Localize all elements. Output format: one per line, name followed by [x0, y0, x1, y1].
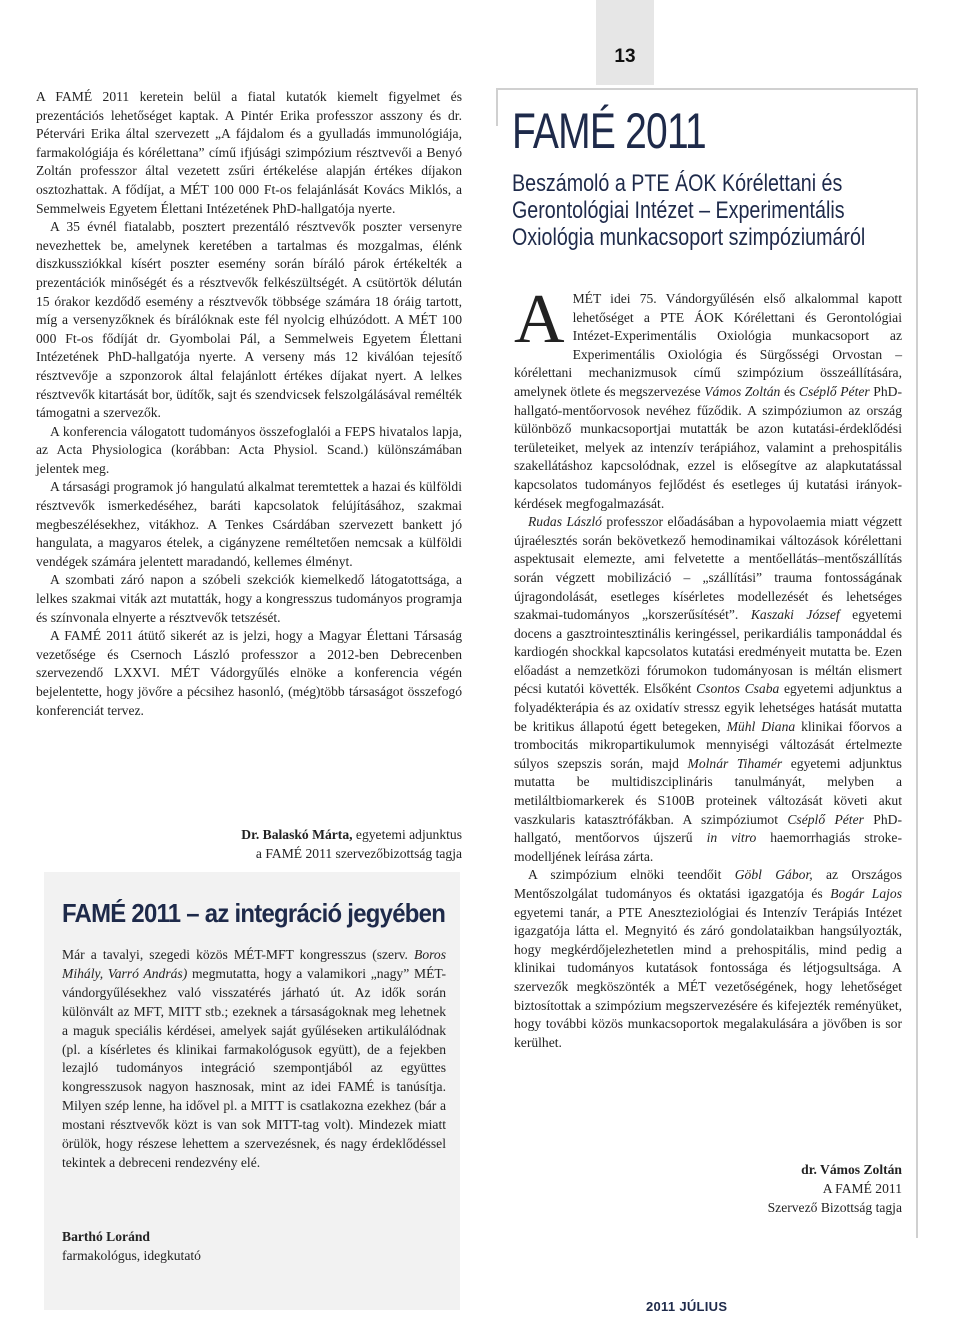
sidebar-body — [62, 946, 446, 1173]
left-paragraph-3: A konferencia válogatott tudományos összefoglalói a FEPS hivatalos lapja, az Acta Physiologica (korábban: Acta Physiol. Scand.) különszámában jelentek meg. — [36, 423, 462, 476]
right-paragraph-2 — [514, 513, 902, 866]
right-p1-d: Cséplő Péter — [798, 383, 870, 399]
right-p2-l: PhD-hallgató, mentőorvos újszerű — [514, 811, 902, 846]
sidebar-box — [44, 872, 460, 1310]
right-p2-m: in vitro — [706, 830, 757, 846]
right-p3-c: az Országos Mentőszolgálat tudományos és oktatási igazgatója és — [514, 867, 903, 901]
right-p2-k: Cséplő Péter — [787, 811, 864, 827]
left-paragraph-6: A FAMÉ 2011 átütő sikerét az is jelzi, hogy a Magyar Élettani Társaság vezetősége és Csernoch László professzor a 2012-ben Debrecenben szervezendő LXXVI. MÉT Vádorgyűlés elnöke a konferencia végén bejelentette, hogy jövőre a pécsihez hasonló, (még)több társaságot összefogó konferenciát tervez. — [36, 628, 462, 718]
page-number: 13 — [614, 46, 636, 67]
right-p2-d: egyetemi docens a gasztrointesztinális keringéssel, perikardiális tamponáddal és kardiogén shockkal kapcsolatos kutatási eredményeit mutatta be. Ezen előadást a nemzetközi fórumokon tudományosan is méltán elismert pécsi kutatói követték. Elsőként — [514, 607, 902, 697]
sidebar-title: FAMÉ 2011 – az integráció jegyében — [62, 898, 446, 928]
right-p2-i: Molnár Tihamér — [687, 755, 783, 771]
right-signature-role-1: A FAMÉ 2011 — [822, 1181, 902, 1196]
left-signature-role: egyetemi adjunktus — [352, 827, 462, 842]
right-p1-a: MÉT idei 75. Vándorgyűlésén első alkalommal kapott lehetőséget a PTE ÁOK Kórélettani és Gerontológiai Intézet-Experimentális Oxiológia munkacsoport az Experimentális Oxiológia és Sürgősségi Orvostan – kórélettani mechanizmusok című szimpózium összeállítására, amelynek ötlete és megszervezése — [514, 291, 902, 399]
sidebar-author — [62, 1227, 201, 1265]
right-p2-e: Csontos Csaba — [696, 681, 780, 697]
page-number-tab — [596, 0, 654, 85]
sidebar-text-c: megmutatta, hogy a valamikori „nagy” MÉT-vándorgyűlésekhez való visszatérés járható út. Az idők során különvált az MFT, MITT stb.; ezeknek a társaságoknak meg lehetnek a maguk speciális kérdései, amelyek saját gyűléseken artikulálódnak (pl. a kísérletes és klinikai farmakológusok együtt), de a fejekben lezajló tudományos integráció szempontjából az együttes kongresszusok nagyon hasznosak, mint az idei FAMÉ is tanúsítja. Milyen szép lenne, ha idővel pl. a MITT is csatlakozna ezekhez (bár a mostani résztvevők közt is van sok MITT-tag volt). Mindezek miatt örülök, hogy részese lehettem a szervezésnek, és nagy érdeklődéssel tekintek a debreceni rendezvény elé. — [62, 965, 446, 1170]
left-paragraph-5: A szombati záró napon a szóbeli szekciók kiemelkedő látogatottsága, a lelkes szakmai viták azt mutatták, hogy a kongresszus tudományos programja és színvonala elnyerte a résztvevők tetszését. — [36, 572, 462, 625]
right-p2-a: Rudas László — [528, 514, 602, 530]
right-p2-b: professzor előadásában a hypovolaemia miatt végzett újraélesztés során bekövetkező hemodinamikai változások kórélettani aspektusait elemezte, ami felvetette a mentőellátás–mentőszállítás során végzett mobilizáció – „szállítási” trauma fontosságának újragondolását, esetleges kísérletes modellezését és lehetséges szakmai-tudományos „korszerűsítését”. — [514, 514, 902, 623]
right-column — [514, 281, 903, 1052]
sidebar-text-names: Boros Mihály, Varró András) — [62, 947, 446, 981]
right-signature-role-2: Szervező Bizottság tagja — [767, 1200, 902, 1215]
right-p2-c: Kaszaki József — [750, 607, 840, 623]
right-p2-j: egyetemi adjunktus mutatta be multidiszciplináris tanulmányát, melyben a metiláltbiomarkerek és S100B proteinek változását követi akut vaszkularis katasztrófákban. A szimpóziumot — [514, 755, 902, 827]
sidebar-text-a: Már a tavalyi, szegedi közös MÉT-MFT kongresszus (szerv. — [62, 947, 415, 962]
left-paragraph-2: A 35 évnél fiatalabb, posztert prezentáló résztvevők poszter versenyre nevezhettek be, amelynek keretében a tartalmas és mozgalmas, élénk diszkussziókkal kísért poszter esemény során bíráló párok értékelték a prezentációk minőségét és a résztvevők felkészültségét. A csütörtök délután 15 órakor kezdődő esemény a résztvevők többsége számára 18 óráig tartott, míg a versenyzőknek és bírálóknak este fél nyolcig elhúzódott. A MÉT 100 000 Ft-os fődíját dr. Gyombolai Pál, a Semmelweis Egyetem Élettani Intézetének PhD-hallgatója nyerte. A verseny más 12 kiválóan tejesítő résztvevője a szponzorok által felajánlott értékes díjakat nyert. A lelkes résztvevők kitartását bor, üdítők, sajt és szendvicsek felszolgálásával remélték támogatni a szervezők. — [36, 219, 462, 421]
right-article-title: FAMÉ 2011 — [512, 103, 706, 159]
left-paragraph-4: A társasági programok jó hangulatú alkalmat teremtettek a hazai és külföldi résztvevők ismerkedéséhez, baráti kapcsolatok felújításához, szakmai megbeszélésekhez, vitákhoz. A Tenkes Csárdában szervezett bankett jó hangulata, a magyaros ételek, a cigányzene reméltetően nemcsak a külföldi vendégek számára jelentett maradandó, kellemes élményt. — [36, 479, 462, 569]
left-signature — [36, 826, 462, 863]
sidebar-author-role: farmakológus, idegkutató — [62, 1248, 201, 1263]
sidebar-author-name: Barthó Loránd — [62, 1229, 150, 1244]
right-p2-n: haemorrhagiás stroke-modelljének leírása zárta. — [514, 830, 902, 864]
right-p3-d: Bogár Lajos — [830, 886, 903, 901]
right-paragraph-3 — [514, 866, 902, 1052]
left-column — [36, 88, 462, 720]
left-signature-role-2: a FAMÉ 2011 szervezőbizottság tagja — [255, 845, 462, 861]
right-p2-f: egyetemi adjunktus a folyadékterápia és az oxidatív stressz egyik lehetséges hatását mutatta be kritikus állapotú égett betegeken, — [514, 681, 902, 734]
left-signature-name: Dr. Balaskó Márta, — [241, 827, 353, 842]
drop-cap: A — [514, 281, 565, 358]
right-p3-e: egyetemi tanár, a PTE Aneszteziológiai és Intenzív Terápiás Intézet igazgatója látta el. Megnyitó és záró gondolataikban hangsúlyozták, hogy megkérdőjelezhetetlen mind a prehospitális, mind pedig a klinikai tudományos kutatások fontossága és létjogsultsága. A szervezők megköszönték a MÉT vezetőségének, hogy lehetőséget biztosítottak a szimpózium megszervezésére és kifejezték reményüket, hogy további közös munkacsoportok megalakulására a jövőben is sor kerülhet. — [514, 904, 902, 1050]
right-p3-b: Göbl Gábor, — [734, 867, 813, 883]
right-signature — [514, 1160, 902, 1217]
right-p1-e: PhD-hallgató-mentőorvosok nevéhez fűződik. A szimpóziumon az ország különböző munkacsoportjai mutatták be azon kutatási-érdeklődési területeiket, melyek az intenzív terápiához, valamint a prehospitális szakellátáshoz kapcsolódnak, ezzel is elősegítve az alapkutatással kapcsolatos tudományos fejlődést és esetleges új kutatási irányok-kérdések megfogalmazását. — [514, 383, 902, 511]
left-paragraph-1: A FAMÉ 2011 keretein belül a fiatal kutatók kiemelt figyelmet és prezentációs lehetőséget kaptak. A Pintér Erika professzor asszony és dr. Pétervári Erika által szervezett „A fájdalom és a gyulladás immunológiája, farmakológiája és kórélettana” című ifjúsági szimpózium résztvevői a Benyó Zoltán professzor által vezetett zsűri értékelése alapján értékes díjakon osztozhattak. A fődíjat, a MÉT 100 000 Ft-os felajánlását Kovács Miklós, a Semmelweis Egyetem Élettani Intézetének PhD-hallgatója nyerte. — [36, 89, 462, 216]
right-signature-name: dr. Vámos Zoltán — [801, 1162, 902, 1177]
right-p1-c: és — [780, 383, 799, 399]
right-p2-h: klinikai főorvos a trombocitás mikropartikulumok mennyiségi változását értelmezte súlyos szepszis során, majd — [514, 718, 902, 771]
right-article-subtitle: Beszámoló a PTE ÁOK Kórélettani és Gerontológiai Intézet – Experimentális Oxiológia munkacsoport szimpóziumáról — [512, 170, 866, 251]
right-p3-a: A szimpózium elnöki teendőit — [528, 867, 735, 883]
right-paragraph-1 — [514, 281, 902, 513]
issue-footer: 2011 JÚLIUS — [646, 1299, 728, 1314]
right-p1-b: Vámos Zoltán — [704, 383, 781, 399]
right-p2-g: Mühl Diana — [726, 718, 796, 734]
